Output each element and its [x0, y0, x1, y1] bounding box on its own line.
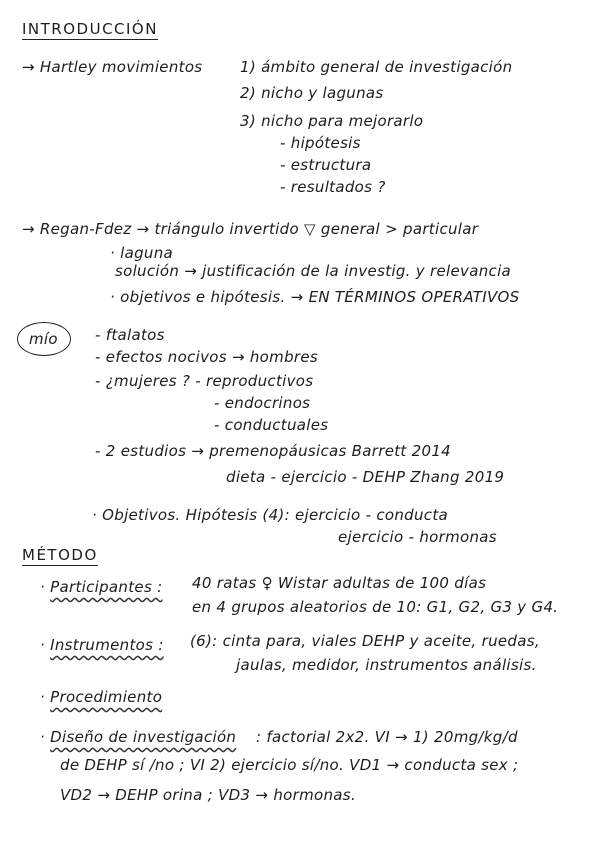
- mio-estudios: - 2 estudios → premenopáusicas Barrett 2014: [95, 442, 452, 460]
- mio-zhang: dieta - ejercicio - DEHP Zhang 2019: [226, 468, 505, 486]
- hartley-point-3: 3) nicho para mejorarlo: [240, 112, 424, 130]
- intro-heading: INTRODUCCIÓN: [22, 20, 158, 38]
- hartley-line: → Hartley movimientos: [22, 58, 203, 76]
- instrumentos-line-2: jaulas, medidor, instrumentos análisis.: [236, 656, 537, 674]
- mio-mujeres: - ¿mujeres ? - reproductivos: [95, 372, 314, 390]
- participantes-label-text: Participantes :: [50, 578, 163, 596]
- hartley-sub-resultados: - resultados ?: [280, 178, 386, 196]
- diseno-line-3: VD2 → DEHP orina ; VD3 → hormonas.: [60, 786, 356, 804]
- mio-objetivos-2: ejercicio - hormonas: [338, 528, 497, 546]
- hartley-sub-hipotesis: - hipótesis: [280, 134, 361, 152]
- participantes-line-2: en 4 grupos aleatorios de 10: G1, G2, G3 y G4.: [192, 598, 559, 616]
- participantes-label: · Participantes :: [40, 578, 163, 596]
- mio-efectos: - efectos nocivos → hombres: [95, 348, 319, 366]
- procedimiento-label-text: Procedimiento: [50, 688, 163, 706]
- hartley-point-2: 2) nicho y lagunas: [240, 84, 384, 102]
- instrumentos-label: · Instrumentos :: [40, 636, 164, 654]
- instrumentos-line-1: (6): cinta para, viales DEHP y aceite, ruedas,: [190, 632, 540, 650]
- metodo-heading: MÉTODO: [22, 546, 98, 564]
- mio-endocrinos: - endocrinos: [214, 394, 311, 412]
- hartley-point-1: 1) ámbito general de investigación: [240, 58, 513, 76]
- diseno-line-1: : factorial 2x2. VI → 1) 20mg/kg/d: [256, 728, 518, 746]
- diseno-line-2: de DEHP sí /no ; VI 2) ejercicio sí/no. VD1 → conducta sex ;: [60, 756, 519, 774]
- mio-ftalatos: - ftalatos: [95, 326, 165, 344]
- participantes-line-1: 40 ratas ♀ Wistar adultas de 100 días: [192, 574, 487, 592]
- regan-solucion: solución → justificación de la investig. y relevancia: [115, 262, 512, 280]
- diseno-label: · Diseño de investigación: [40, 728, 237, 746]
- mio-objetivos: · Objetivos. Hipótesis (4): ejercicio - conducta: [92, 506, 449, 524]
- regan-objetivos: · objetivos e hipótesis. → EN TÉRMINOS OPERATIVOS: [110, 288, 520, 306]
- procedimiento-label: · Procedimiento: [40, 688, 163, 706]
- instrumentos-label-text: Instrumentos :: [50, 636, 164, 654]
- diseno-label-text: Diseño de investigación: [50, 728, 237, 746]
- regan-laguna: · laguna: [110, 244, 174, 262]
- hartley-sub-estructura: - estructura: [280, 156, 372, 174]
- mio-label: mío: [29, 330, 58, 348]
- mio-conductuales: - conductuales: [214, 416, 329, 434]
- regan-line: → Regan-Fdez → triángulo invertido ▽ general > particular: [22, 220, 479, 238]
